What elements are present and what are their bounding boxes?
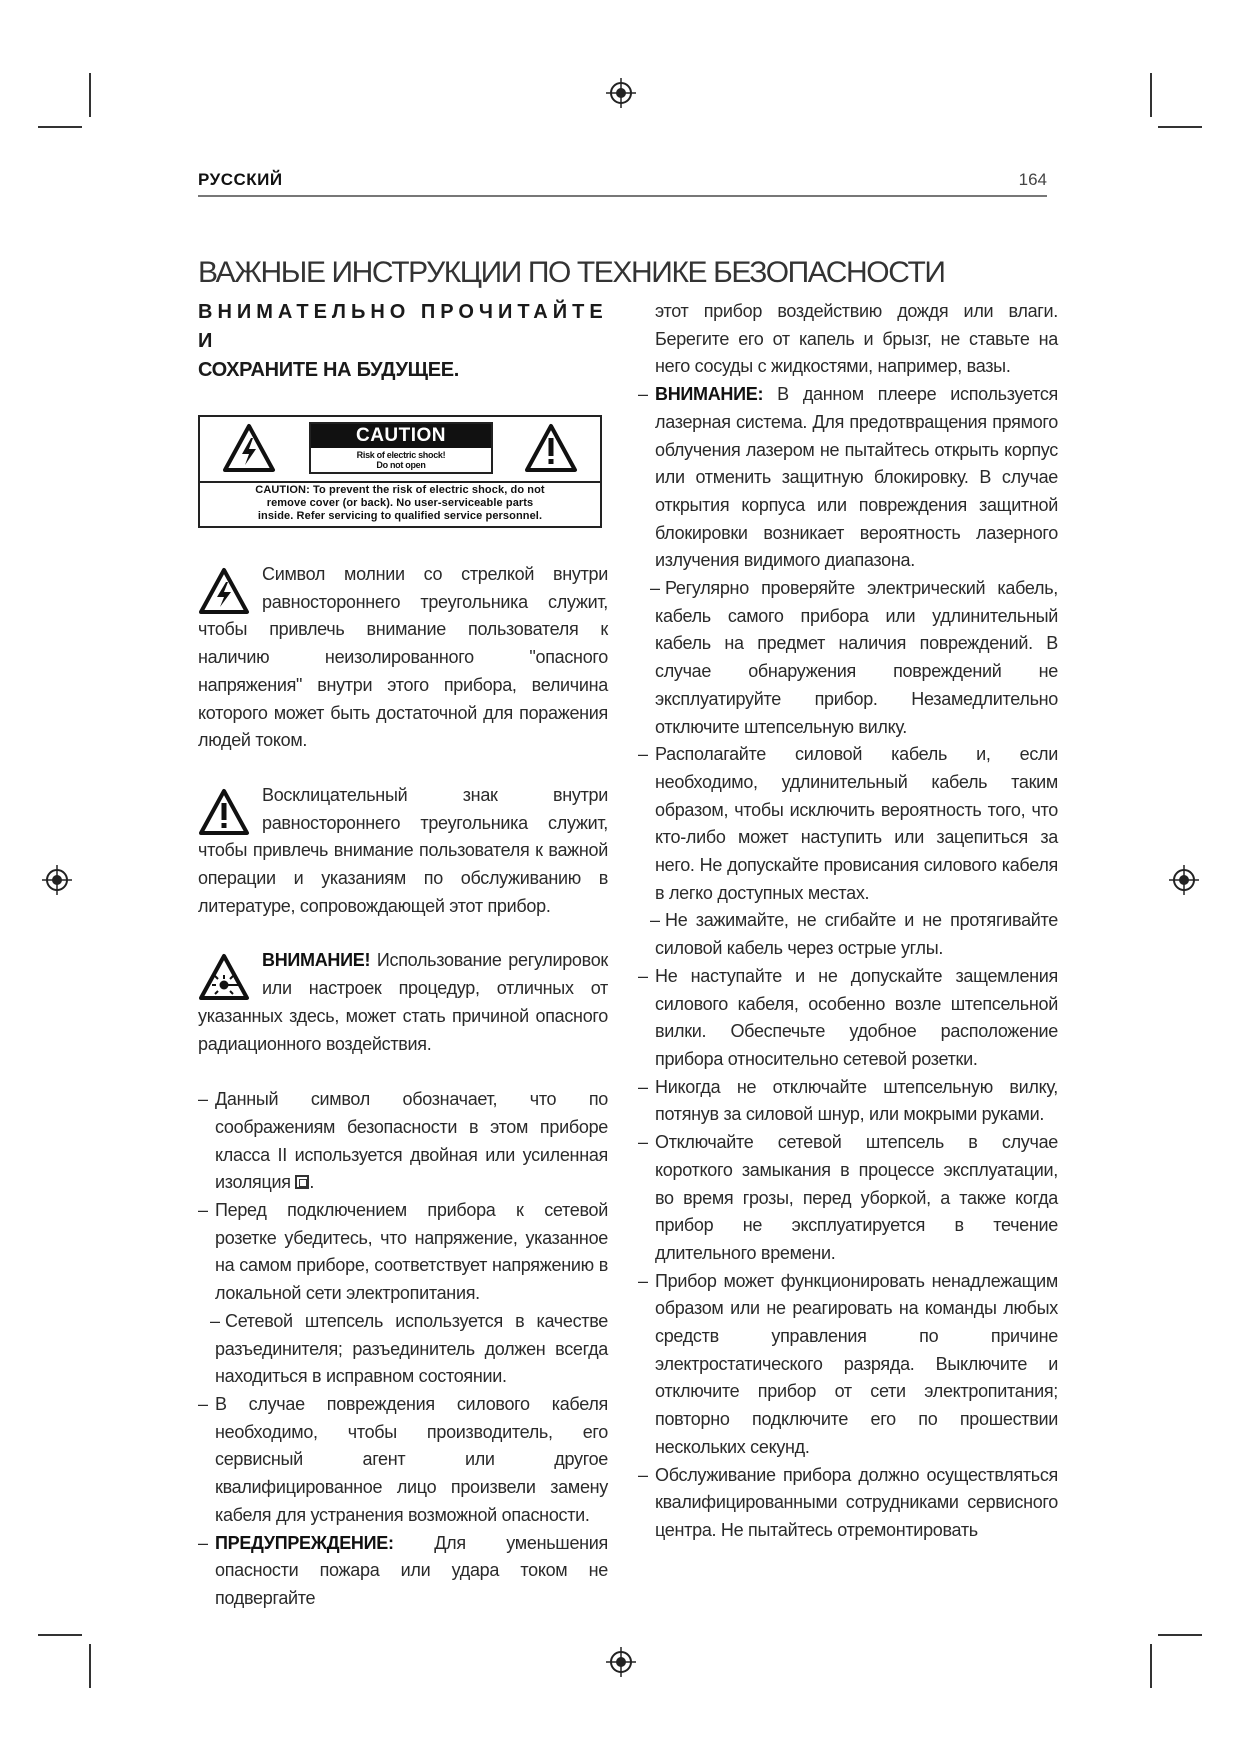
list-item-end: . xyxy=(309,1172,315,1193)
list-item-continued xyxy=(638,298,1058,381)
section-subtitle xyxy=(198,298,608,385)
list-item-text xyxy=(655,910,1058,958)
list-item-text: В случае повреждения силового кабеля необходимо, чтобы производитель, его сервисный агент или другое квалифицированное лицо произвели замену кабеля для устранения возможной опасности. xyxy=(215,1393,608,1525)
left-column xyxy=(198,298,608,1613)
list-item xyxy=(638,963,1058,1074)
subtitle-line-1: ВНИМАТЕЛЬНО ПРОЧИТАЙТЕ И xyxy=(198,301,608,352)
lightning-triangle-icon xyxy=(198,567,250,615)
list-item xyxy=(198,1308,608,1391)
list-item-text: Никогда не отключайте штепсельную вилку, потянув за силовой шнур, или мокрыми руками. xyxy=(655,1076,1058,1125)
caution-warning-line-3: inside. Refer servicing to qualified service personnel. xyxy=(257,510,543,522)
list-item-text: Для уменьшения опасности пожара или удара током не подвергайте xyxy=(215,1532,608,1608)
list-item xyxy=(638,1129,1058,1268)
crop-mark xyxy=(38,1634,82,1636)
warning-lead: ВНИМАНИЕ: xyxy=(655,384,764,405)
left-safety-list xyxy=(198,1086,608,1612)
exclamation-triangle-icon xyxy=(198,788,250,836)
lightning-symbol-explanation xyxy=(198,561,608,755)
exclamation-triangle-icon xyxy=(524,423,578,473)
page-number: 164 xyxy=(1018,170,1047,189)
subtitle-line-2: СОХРАНИТЕ НА БУДУЩЕЕ. xyxy=(198,359,460,381)
list-item-text xyxy=(215,1311,608,1386)
list-dash: – xyxy=(198,1532,208,1553)
list-item-text: В данном плеере используется лазерная система. Для предотвращения прямого облучения лазером не пытайтесь открыть корпус или отменить защитную блокировку. В случае открытия корпуса или повреждения защитной блокировки возникает вероятность лазерного излучения видимого диапазона. xyxy=(655,384,1058,571)
list-item xyxy=(198,1086,608,1197)
list-item xyxy=(198,1197,608,1308)
caution-sub-line-1: Risk of electric shock! xyxy=(356,450,446,460)
registration-mark-icon xyxy=(1169,865,1199,895)
list-item-text: этот прибор воздействию дождя или влаги. Берегите его от капель и брызг, не ставьте на него сосуды с жидкостями, например, вазы. xyxy=(655,301,1058,377)
list-dash: – xyxy=(638,1270,648,1291)
list-item xyxy=(638,381,1058,575)
list-item xyxy=(638,907,1058,962)
header-rule xyxy=(198,195,1047,197)
crop-mark xyxy=(89,73,91,117)
list-item-text xyxy=(655,578,1058,737)
caution-sub-line-2: Do not open xyxy=(376,460,426,470)
caution-warning-text xyxy=(200,484,600,523)
page-title: ВАЖНЫЕ ИНСТРУКЦИИ ПО ТЕХНИКЕ БЕЗОПАСНОСТИ xyxy=(198,256,945,290)
right-column xyxy=(638,298,1058,1545)
right-safety-list xyxy=(638,298,1058,1545)
sub-item-text: Регулярно проверяйте электрический кабель, кабель самого прибора или удлинительный кабель на предмет наличия повреждений. В случае обнаружения повреждений не эксплуатируйте прибор. Незамедлительно отключите штепсельную вилку. xyxy=(655,578,1058,737)
list-dash: – xyxy=(638,1464,648,1485)
list-dash: – xyxy=(210,1310,220,1331)
crop-mark xyxy=(89,1644,91,1688)
list-dash: – xyxy=(650,910,660,931)
list-item xyxy=(638,1268,1058,1462)
list-dash: – xyxy=(638,384,648,405)
list-dash: – xyxy=(198,1393,208,1414)
list-item-text: Прибор может функционировать ненадлежащим образом или не реагировать на команды любых средств управления по причине электростатического разряда. Выключите и отключите прибор от сети электропитания; повторно подключите его по прошествии нескольких секунд. xyxy=(655,1270,1058,1457)
list-item-text: Обслуживание прибора должно осуществляться квалифицированными сотрудниками сервисного центра. Не пытайтесь отремонтировать xyxy=(655,1464,1058,1540)
laser-warning-text: Использование регулировок или настроек процедур, отличных от указанных здесь, может стать причиной опасного радиационного воздействия. xyxy=(198,950,608,1054)
caution-top xyxy=(200,417,600,483)
lightning-triangle-icon xyxy=(222,423,276,473)
registration-mark-icon xyxy=(42,865,72,895)
list-item xyxy=(638,741,1058,907)
double-insulation-icon xyxy=(295,1175,309,1189)
list-item xyxy=(638,1074,1058,1129)
list-dash: – xyxy=(198,1089,208,1110)
caution-warning-line-2: remove cover (or back). No user-serviceable parts xyxy=(266,497,534,509)
list-dash: – xyxy=(638,1132,648,1153)
laser-triangle-icon xyxy=(198,953,250,1001)
warning-lead: ПРЕДУПРЕЖДЕНИЕ: xyxy=(215,1532,394,1553)
sub-item-text: Сетевой штепсель используется в качестве разъединителя; разъединитель должен всегда находиться в исправном состоянии. xyxy=(215,1310,608,1387)
list-item xyxy=(198,1391,608,1530)
list-dash: – xyxy=(638,1076,648,1097)
laser-warning-lead: ВНИМАНИЕ! xyxy=(262,950,371,971)
list-dash: – xyxy=(198,1200,208,1221)
list-item-text: Располагайте силовой кабель и, если необходимо, удлинительный кабель таким образом, чтобы исключить вероятность того, что кто-либо может наступить или зацепиться за него. Не допускайте провисания силового кабеля в легко доступных местах. xyxy=(655,744,1058,903)
list-item-text: Перед подключением прибора к сетевой розетке убедитесь, что напряжение, указанное на самом приборе, соответствует напряжению в локальной сети электропитания. xyxy=(215,1200,608,1304)
list-dash: – xyxy=(638,965,648,986)
caution-subtext xyxy=(311,450,491,470)
registration-mark-icon xyxy=(606,1647,636,1677)
list-item xyxy=(638,1462,1058,1545)
list-item xyxy=(198,1530,608,1613)
list-dash: – xyxy=(638,744,648,765)
list-item xyxy=(638,575,1058,741)
crop-mark xyxy=(1150,73,1152,117)
exclamation-symbol-explanation xyxy=(198,782,608,921)
caution-warning-line-1: CAUTION: To prevent the risk of electric shock, do not xyxy=(255,484,545,496)
exclamation-symbol-text: Восклицательный знак внутри равностороннего треугольника служит, чтобы привлечь внимание пользователя к важной операции и указаниям по обслуживанию в литературе, сопровождающей этот прибор. xyxy=(198,784,608,916)
list-dash: – xyxy=(650,578,660,599)
caution-label-panel xyxy=(309,422,493,474)
lightning-symbol-text: Символ молнии со стрелкой внутри равностороннего треугольника служит, чтобы привлечь внимание пользователя к наличию неизолированного "опасного напряжения" внутри этого прибора, величина которого может быть достаточной для поражения людей током. xyxy=(198,564,608,751)
crop-mark xyxy=(1158,1634,1202,1636)
laser-symbol-explanation xyxy=(198,947,608,1058)
list-item-text: Данный символ обозначает, что по соображениям безопасности в этом приборе класса II используется двойная или усиленная изоляция xyxy=(215,1089,608,1193)
crop-mark xyxy=(1158,126,1202,128)
sub-item-text: Не зажимайте, не сгибайте и не протягивайте силовой кабель через острые углы. xyxy=(655,910,1058,959)
list-item-text: Отключайте сетевой штепсель в случае короткого замыкания в процессе эксплуатации, во время грозы, перед уборкой, а также когда прибор не эксплуатируется в течение длительного времени. xyxy=(655,1132,1058,1263)
laser-symbol-text xyxy=(198,947,608,1058)
crop-mark xyxy=(38,126,82,128)
list-item-text: Не наступайте и не допускайте защемления силового кабеля, особенно возле штепсельной вилки. Обеспечьте удобное расположение прибора относительно сетевой розетки. xyxy=(655,965,1058,1069)
header-language: РУССКИЙ xyxy=(198,170,283,189)
caution-label xyxy=(198,415,602,528)
crop-mark xyxy=(1150,1644,1152,1688)
caution-title: CAUTION xyxy=(311,424,491,448)
registration-mark-icon xyxy=(606,78,636,108)
